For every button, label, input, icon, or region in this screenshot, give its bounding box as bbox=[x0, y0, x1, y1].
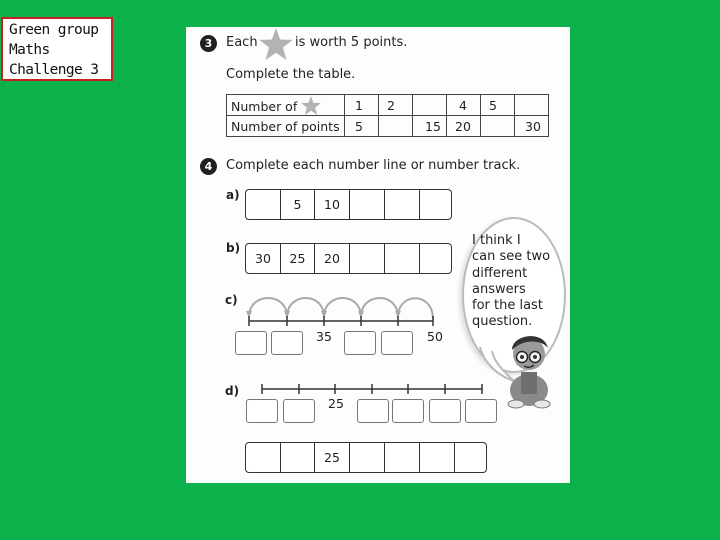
track-cell[interactable] bbox=[281, 443, 315, 472]
track-cell[interactable] bbox=[350, 190, 385, 219]
track-cell[interactable] bbox=[246, 443, 281, 472]
table-cell[interactable]: 2 bbox=[379, 95, 413, 116]
track-cell[interactable] bbox=[385, 244, 420, 273]
table-cell[interactable]: 20 bbox=[447, 116, 481, 137]
answer-box[interactable] bbox=[465, 399, 497, 423]
track-cell[interactable]: 10 bbox=[315, 190, 350, 219]
slide-title-line: Green group bbox=[9, 22, 99, 38]
question3-prompt-after: is worth 5 points. bbox=[295, 35, 408, 50]
slide-title-line: Challenge 3 bbox=[9, 62, 99, 78]
track-cell[interactable] bbox=[350, 443, 385, 472]
table-cell[interactable]: 5 bbox=[481, 95, 515, 116]
track-cell[interactable]: 25 bbox=[281, 244, 315, 273]
points-table bbox=[226, 94, 549, 137]
question4-instruction: Complete each number line or number track. bbox=[226, 158, 521, 173]
question3-instruction: Complete the table. bbox=[226, 67, 356, 82]
number-line-value: 50 bbox=[427, 329, 443, 344]
table-cell[interactable]: 5 bbox=[345, 116, 379, 137]
table-cell[interactable]: 30 bbox=[515, 116, 549, 137]
number-track-b bbox=[245, 243, 452, 274]
worksheet bbox=[186, 27, 570, 483]
part-label-d: d) bbox=[225, 384, 240, 398]
speech-bubble-text: I think I can see two different answers for the last question. bbox=[472, 233, 551, 330]
track-cell[interactable] bbox=[350, 244, 385, 273]
number-track-d bbox=[245, 442, 487, 473]
answer-box[interactable] bbox=[283, 399, 315, 423]
question3-prompt-before: Each bbox=[226, 35, 258, 50]
part-label-c: c) bbox=[225, 293, 238, 307]
character-icon bbox=[504, 330, 554, 410]
answer-box[interactable] bbox=[392, 399, 424, 423]
part-label-b: b) bbox=[226, 241, 241, 255]
answer-box[interactable] bbox=[429, 399, 461, 423]
answer-box[interactable] bbox=[271, 331, 303, 355]
table-cell[interactable]: 4 bbox=[447, 95, 481, 116]
jump-arrows-icon bbox=[249, 298, 433, 319]
track-cell[interactable] bbox=[455, 443, 486, 472]
part-label-a: a) bbox=[226, 188, 240, 202]
track-cell[interactable] bbox=[385, 443, 420, 472]
track-cell[interactable]: 20 bbox=[315, 244, 350, 273]
table-cell[interactable] bbox=[515, 95, 549, 116]
answer-box[interactable] bbox=[344, 331, 376, 355]
table-cell[interactable]: 15 bbox=[413, 116, 447, 137]
table-row-header: Number of points bbox=[227, 116, 345, 137]
star-icon bbox=[301, 96, 321, 115]
question-number-badge: 4 bbox=[200, 158, 217, 175]
number-line-d bbox=[256, 382, 486, 396]
number-line-value: 35 bbox=[316, 329, 332, 344]
track-cell[interactable]: 25 bbox=[315, 443, 350, 472]
track-cell[interactable] bbox=[246, 190, 281, 219]
number-line-value: 25 bbox=[328, 396, 344, 411]
track-cell[interactable]: 30 bbox=[246, 244, 281, 273]
track-cell[interactable] bbox=[420, 190, 451, 219]
table-cell[interactable] bbox=[379, 116, 413, 137]
table-row-header: Number of bbox=[227, 95, 345, 116]
table-cell[interactable]: 1 bbox=[345, 95, 379, 116]
answer-box[interactable] bbox=[235, 331, 267, 355]
slide-title-line: Maths bbox=[9, 42, 50, 58]
track-cell[interactable] bbox=[420, 443, 455, 472]
star-icon bbox=[259, 28, 293, 60]
slide-title bbox=[1, 17, 113, 81]
table-row bbox=[227, 95, 549, 116]
answer-box[interactable] bbox=[246, 399, 278, 423]
table-cell[interactable] bbox=[413, 95, 447, 116]
table-cell[interactable] bbox=[481, 116, 515, 137]
track-cell[interactable] bbox=[385, 190, 420, 219]
answer-box[interactable] bbox=[381, 331, 413, 355]
answer-box[interactable] bbox=[357, 399, 389, 423]
number-line-c bbox=[241, 289, 451, 329]
table-row bbox=[227, 116, 549, 137]
number-track-a bbox=[245, 189, 452, 220]
question-number-badge: 3 bbox=[200, 35, 217, 52]
track-cell[interactable]: 5 bbox=[281, 190, 315, 219]
track-cell[interactable] bbox=[420, 244, 451, 273]
